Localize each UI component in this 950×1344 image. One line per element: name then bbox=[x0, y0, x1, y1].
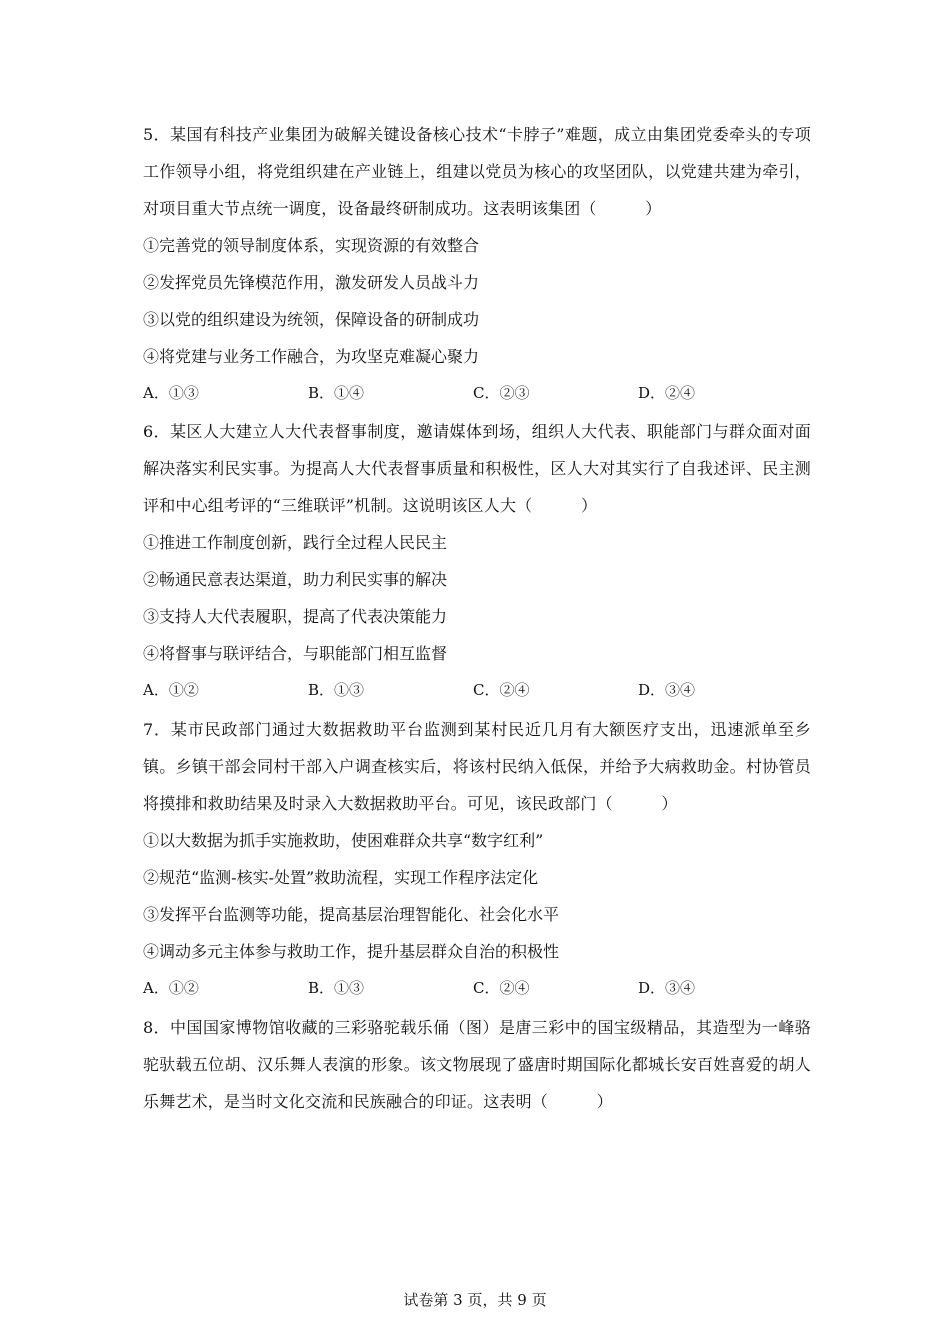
question-8 bbox=[143, 1009, 811, 1120]
answer-c: C．②③ bbox=[473, 384, 530, 402]
option-4: ④将党建与业务工作融合，为攻坚克难凝心聚力 bbox=[143, 347, 480, 366]
answer-choices bbox=[143, 375, 811, 412]
question-stem: 7．某市民政部门通过大数据救助平台监测到某村民近几月有大额医疗支出，迅速派单至乡镇。乡镇干部会同村干部入户调查核实后，将该村民纳入低保，并给予大病救助金。村协管员将摸排和救助结果及时录入大数据救助平台。可见，该民政部门（ ） bbox=[143, 720, 811, 813]
question-stem: 6．某区人大建立人大代表督事制度，邀请媒体到场，组织人大代表、职能部门与群众面对面解决落实利民实事。为提高人大代表督事质量和积极性，区人大对其实行了自我述评、民主测评和中心组考评的“三维联评”机制。这说明该区人大（ ） bbox=[143, 422, 811, 515]
answer-a: A．①② bbox=[143, 979, 199, 997]
question-stem: 8．中国国家博物馆收藏的三彩骆驼载乐俑（图）是唐三彩中的国宝级精品，其造型为一峰骆驼驮载五位胡、汉乐舞人表演的形象。该文物展现了盛唐时期国际化都城长安百姓喜爱的胡人乐舞艺术，是当时文化交流和民族融合的印证。这表明（ ） bbox=[143, 1018, 811, 1111]
option-4: ④将督事与联评结合，与职能部门相互监督 bbox=[143, 644, 448, 663]
question-6 bbox=[143, 413, 811, 709]
answer-b: B．①③ bbox=[308, 681, 365, 699]
option-2: ②规范“监测-核实-处置”救助流程，实现工作程序法定化 bbox=[143, 868, 539, 887]
answer-a: A．①③ bbox=[143, 384, 199, 402]
question-5 bbox=[143, 116, 811, 412]
option-2: ②畅通民意表达渠道，助力利民实事的解决 bbox=[143, 570, 448, 589]
question-stem: 5．某国有科技产业集团为破解关键设备核心技术“卡脖子”难题，成立由集团党委牵头的专项工作领导小组，将党组织建在产业链上，组建以党员为核心的攻坚团队，以党建共建为牵引，对项目重大节点统一调度，设备最终研制成功。这表明该集团（ ） bbox=[143, 125, 811, 218]
page-footer: 试卷第 3 页，共 9 页 bbox=[403, 1291, 547, 1309]
option-4: ④调动多元主体参与救助工作，提升基层群众自治的积极性 bbox=[143, 942, 560, 961]
answer-c: C．②④ bbox=[473, 979, 530, 997]
answer-b: B．①④ bbox=[308, 384, 365, 402]
answer-choices bbox=[143, 672, 811, 709]
answer-a: A．①② bbox=[143, 681, 199, 699]
option-3: ③发挥平台监测等功能，提高基层治理智能化、社会化水平 bbox=[143, 905, 560, 924]
option-1: ①推进工作制度创新，践行全过程人民民主 bbox=[143, 533, 448, 552]
answer-b: B．①③ bbox=[308, 979, 365, 997]
answer-choices bbox=[143, 970, 811, 1007]
answer-d: D．②④ bbox=[638, 384, 696, 402]
option-1: ①以大数据为抓手实施救助，使困难群众共享“数字红利” bbox=[143, 831, 544, 850]
option-3: ③以党的组织建设为统领，保障设备的研制成功 bbox=[143, 310, 480, 329]
question-7 bbox=[143, 711, 811, 1007]
option-1: ①完善党的领导制度体系，实现资源的有效整合 bbox=[143, 236, 480, 255]
answer-c: C．②④ bbox=[473, 681, 530, 699]
answer-d: D．③④ bbox=[638, 979, 696, 997]
option-2: ②发挥党员先锋模范作用，激发研发人员战斗力 bbox=[143, 273, 480, 292]
option-3: ③支持人大代表履职，提高了代表决策能力 bbox=[143, 607, 448, 626]
answer-d: D．③④ bbox=[638, 681, 696, 699]
